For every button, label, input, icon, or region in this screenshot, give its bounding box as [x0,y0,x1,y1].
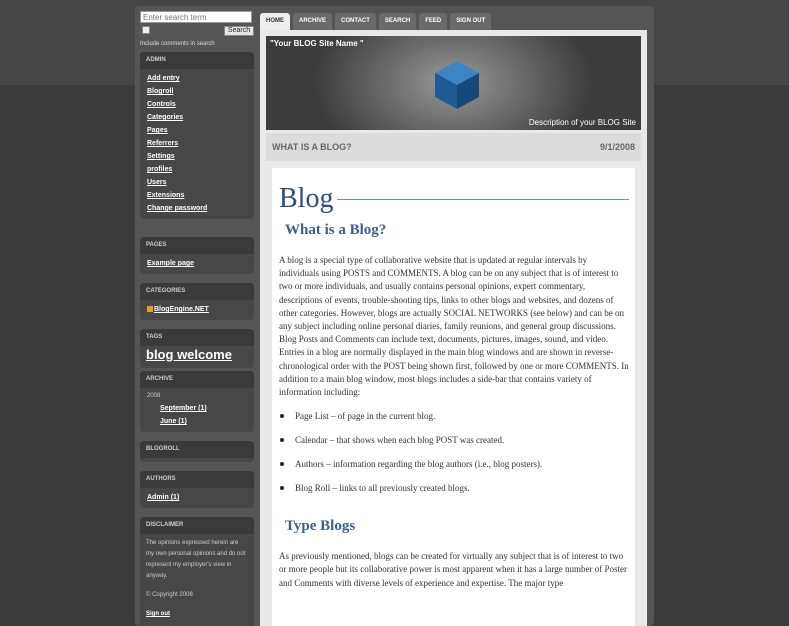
admin-link-add-entry[interactable]: Add entry [147,75,180,82]
tags-title: TAGS [140,329,254,346]
archive-month-june[interactable]: June (1) [160,418,187,425]
post-paragraph: A blog is a special type of collaborative website that is updated at regular intervals by individuals using POSTS and COMMENTS. A blog can be on any subject that is of interest to two or more individuals, and usually contains personal opinions, expert commentary, descriptions of events, trouble-shooting tips, links to other blogs and websites, and dozens of other categories. However, blogs are actually SOCIAL NETWORKS (see below) and can be on any subject including online personal diaries, family reunions, and general group discussions. Blog Posts and Comments can include text, documents, pictures, images, sound, and video. Entries in a blog are normally displayed in the main blog windows and are shown in reverse-chronological order with the POST being shown first, followed by one or more COMMENTS. In addition to a main blog window, most blogs includes a side-bar that contains variety of information including: [279,255,629,398]
tags-box [140,329,254,368]
tag-blog[interactable]: blog [146,347,174,362]
cube-logo-icon [433,59,481,111]
categories-title: CATEGORIES [140,283,254,300]
post-body [272,168,635,626]
archive-year: 2008 [147,393,161,399]
admin-box [140,52,254,219]
archive-box [140,371,254,432]
page-wrapper [135,6,654,626]
tab-archive[interactable]: ARCHIVE [293,13,332,30]
admin-link-controls[interactable]: Controls [147,101,176,108]
blogroll-title: BLOGROLL [140,441,254,458]
post-bullet-list [279,410,629,494]
list-item: Blog Roll – links to all previously created blogs. [279,482,629,494]
disclaimer-text: The opinions expressed herein are my own personal opinions and do not represent my employer's view in anyway. [146,540,246,579]
archive-month-september[interactable]: September (1) [160,405,207,412]
admin-title: ADMIN [140,52,254,69]
admin-link-categories[interactable]: Categories [147,114,184,121]
nav-tabs [260,13,491,30]
include-comments-checkbox[interactable] [142,26,150,34]
disclaimer-box [140,517,254,626]
blogroll-box [140,441,254,462]
tab-feed[interactable]: FEED [419,13,447,30]
search-row [140,25,254,39]
tab-contact[interactable]: CONTACT [335,13,376,30]
tab-home[interactable]: HOME [260,13,290,30]
tab-sign-out[interactable]: SIGN OUT [450,13,491,30]
post-subheading-2: Type Blogs [285,518,356,535]
pages-title: PAGES [140,237,254,254]
archive-title: ARCHIVE [140,371,254,388]
list-item: Calendar – that shows when each blog POST was created. [279,434,629,446]
sidebar [140,11,254,626]
disclaimer-title: DISCLAIMER [140,517,254,534]
site-banner [266,36,641,130]
rss-icon[interactable] [147,306,153,312]
tab-search[interactable]: SEARCH [379,13,416,30]
admin-link-referrers[interactable]: Referrers [147,140,179,147]
search-button[interactable]: Search [224,26,254,36]
pages-box [140,237,254,274]
tag-welcome[interactable]: welcome [177,347,232,362]
sign-out-link[interactable]: Sign out [146,611,170,617]
tag-cloud [140,346,254,364]
post-paragraph-2: As previously mentioned, blogs can be created for virtually any subject that is of interest to two or more people but its collaborative power is most apparent when it has a large number of Poster and Comments with diverse levels of experience and expertise. The major type [279,551,627,588]
authors-title: AUTHORS [140,471,254,488]
author-link-admin[interactable]: Admin (1) [147,494,180,501]
admin-link-pages[interactable]: Pages [147,127,168,134]
admin-link-blogroll[interactable]: Blogroll [147,88,174,95]
main-content [260,30,647,626]
post-title[interactable]: WHAT IS A BLOG? [272,142,352,152]
admin-link-extensions[interactable]: Extensions [147,192,185,199]
search-input[interactable] [140,11,252,23]
page-link-example[interactable]: Example page [147,260,195,267]
category-link-blogengine[interactable] [147,303,254,316]
site-name[interactable]: "Your BLOG Site Name " [270,39,364,48]
authors-box [140,471,254,508]
list-item: Page List – of page in the current blog. [279,410,629,422]
categories-box [140,283,254,320]
admin-link-profiles[interactable]: profiles [147,166,173,173]
post-subheading: What is a Blog? [285,222,387,238]
post-header [266,133,641,161]
post-date: 9/1/2008 [599,142,635,152]
category-label[interactable]: BlogEngine.NET [154,306,209,313]
include-comments-label: Include comments in search [140,41,215,47]
post-heading: Blog [279,184,629,214]
admin-link-settings[interactable]: Settings [147,153,175,160]
list-item: Authors – information regarding the blog authors (i.e., blog posters). [279,458,629,470]
admin-link-change-password[interactable]: Change password [147,205,208,212]
copyright-text: © Copyright 2008 [146,592,193,598]
admin-link-users[interactable]: Users [147,179,167,186]
site-description: Description of your BLOG Site [528,118,636,127]
